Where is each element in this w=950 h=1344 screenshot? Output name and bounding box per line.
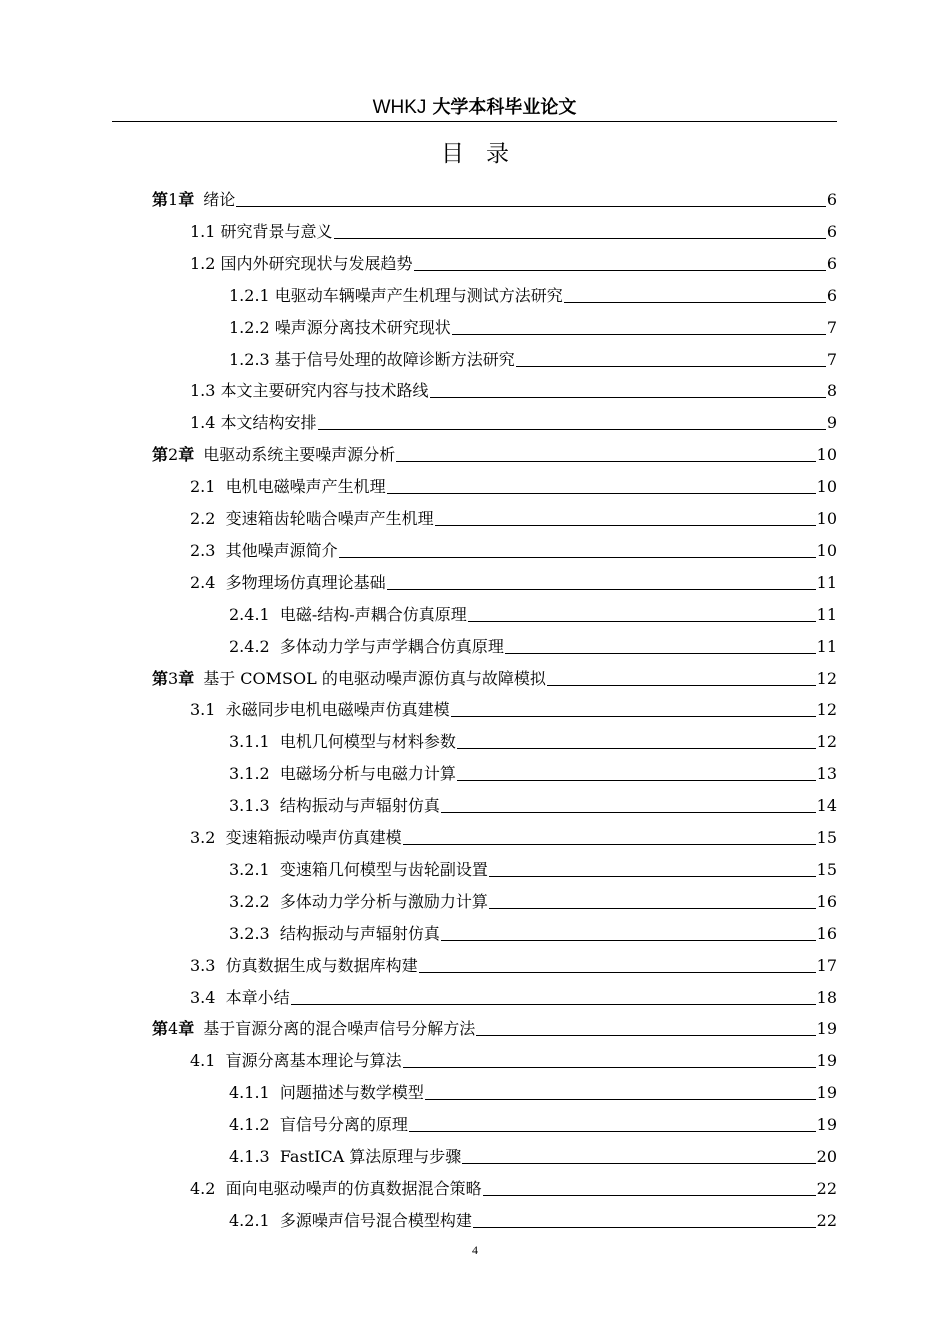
- toc-leader-line: [291, 1003, 816, 1005]
- toc-page-number: 19: [816, 1083, 837, 1103]
- toc-section-entry[interactable]: [190, 242, 837, 274]
- chapter-title: 基于盲源分离的混合噪声信号分解方法: [203, 1019, 476, 1039]
- toc-leader-line: [452, 333, 826, 335]
- header-latin: WHKJ: [372, 97, 427, 118]
- toc-entry-label: 4.1.2 盲信号分离的原理: [229, 1115, 408, 1135]
- chapter-suffix: 章: [178, 445, 195, 465]
- toc-section-entry[interactable]: [190, 1039, 837, 1071]
- toc-leader-line: [334, 237, 826, 239]
- toc-subsection-entry[interactable]: [229, 306, 837, 338]
- toc-subsection-entry[interactable]: [229, 338, 837, 370]
- toc-subsection-entry[interactable]: [229, 274, 837, 306]
- toc-chapter-entry[interactable]: [152, 1007, 837, 1039]
- toc-page-number: 11: [816, 636, 837, 656]
- chapter-prefix: 第: [152, 190, 169, 209]
- toc-section-entry[interactable]: [190, 529, 837, 561]
- toc-section-entry[interactable]: [190, 497, 837, 529]
- toc-leader-line: [457, 779, 816, 781]
- toc-section-entry[interactable]: [190, 465, 837, 497]
- toc-entry-label: 2.1 电机电磁噪声产生机理: [190, 477, 386, 497]
- chapter-suffix: 章: [178, 190, 195, 209]
- chapter-suffix: 章: [178, 668, 195, 688]
- toc-page-number: 12: [816, 700, 837, 720]
- toc-entry-label: 3.1.2 电磁场分析与电磁力计算: [229, 764, 456, 784]
- toc-leader-line: [476, 1034, 815, 1036]
- toc-leader-line: [516, 365, 826, 367]
- toc-page-number: 17: [816, 955, 837, 975]
- toc-page-number: 11: [816, 572, 837, 592]
- toc-subsection-entry[interactable]: [229, 880, 837, 912]
- toc-entry-label: 4.1.1 问题描述与数学模型: [229, 1083, 424, 1103]
- toc-page-number: 22: [816, 1210, 837, 1230]
- toc-leader-line: [489, 907, 816, 909]
- toc-leader-line: [339, 556, 816, 558]
- toc-page-number: 20: [816, 1147, 837, 1166]
- page-number: 4: [472, 1243, 478, 1257]
- toc-chapter-entry[interactable]: [152, 657, 837, 689]
- toc-page-number: 16: [816, 923, 837, 943]
- chapter-number: 4: [168, 1019, 179, 1039]
- toc-leader-line: [387, 588, 816, 590]
- toc-entry-label: 1.2.1 电驱动车辆噪声产生机理与测试方法研究: [229, 285, 563, 305]
- toc-subsection-entry[interactable]: [229, 784, 837, 816]
- toc-page-number: 6: [826, 285, 837, 305]
- toc-leader-line: [318, 428, 826, 430]
- toc-page-number: 13: [816, 764, 837, 784]
- toc-entry-label: 4.1.3 FastICA 算法原理与步骤: [229, 1147, 462, 1166]
- toc-entry-label: [152, 1019, 475, 1039]
- header-rule: [112, 121, 837, 122]
- toc-entry-label: 3.1 永磁同步电机电磁噪声仿真建模: [190, 700, 450, 720]
- toc-subsection-entry[interactable]: [229, 625, 837, 657]
- toc-entry-label: 3.4 本章小结: [190, 987, 290, 1007]
- toc-entry-label: 3.2.3 结构振动与声辐射仿真: [229, 923, 440, 943]
- toc-entry-label: 2.3 其他噪声源简介: [190, 540, 338, 560]
- toc-leader-line: [489, 875, 816, 877]
- toc-entry-label: [152, 445, 395, 465]
- toc-entry-label: 4.2.1 多源噪声信号混合模型构建: [229, 1210, 472, 1230]
- toc-chapter-entry[interactable]: [152, 433, 837, 465]
- toc-entry-label: 1.1 研究背景与意义: [190, 221, 333, 241]
- toc-page-number: 10: [816, 445, 837, 465]
- toc-entry-label: 3.1.1 电机几何模型与材料参数: [229, 732, 456, 752]
- toc-page-number: 16: [816, 891, 837, 911]
- toc-entry-label: [152, 190, 235, 210]
- toc-leader-line: [403, 1066, 816, 1068]
- toc-page-number: 6: [826, 221, 837, 241]
- toc-entry-label: 1.3 本文主要研究内容与技术路线: [190, 381, 429, 401]
- toc-page-number: 22: [816, 1178, 837, 1198]
- toc-entry-label: [152, 669, 546, 689]
- toc-subsection-entry[interactable]: [229, 752, 837, 784]
- toc-entry-label: 3.2 变速箱振动噪声仿真建模: [190, 828, 402, 847]
- toc-leader-line: [435, 524, 816, 526]
- toc-page-number: 7: [826, 317, 837, 337]
- toc-entry-label: 1.2.3 基于信号处理的故障诊断方法研究: [229, 349, 515, 369]
- toc-section-entry[interactable]: [190, 816, 837, 848]
- toc-subsection-entry[interactable]: [229, 912, 837, 944]
- toc-page-number: 19: [816, 1019, 837, 1039]
- toc-subsection-entry[interactable]: [229, 1071, 837, 1103]
- chapter-prefix: 第: [152, 668, 169, 688]
- toc-page-number: 11: [816, 604, 837, 624]
- chapter-title: 电驱动系统主要噪声源分析: [203, 445, 396, 465]
- toc-leader-line: [396, 460, 815, 462]
- chapter-prefix: 第: [152, 1019, 169, 1039]
- toc-subsection-entry[interactable]: [229, 1199, 837, 1231]
- toc-section-entry[interactable]: [190, 561, 837, 593]
- toc-page-number: 9: [826, 413, 837, 433]
- toc-leader-line: [430, 396, 826, 398]
- header-title: 大学本科毕业论文: [432, 97, 577, 118]
- toc-page-number: 10: [816, 540, 837, 560]
- toc-leader-line: [236, 205, 826, 207]
- toc-entry-label: 2.4.2 多体动力学与声学耦合仿真原理: [229, 636, 504, 656]
- toc-leader-line: [457, 747, 816, 749]
- toc-entry-label: 1.2 国内外研究现状与发展趋势: [190, 253, 413, 273]
- toc-entry-label: 1.4 本文结构安排: [190, 413, 317, 433]
- toc-entry-label: 3.2.2 多体动力学分析与激励力计算: [229, 891, 488, 911]
- toc-leader-line: [414, 269, 826, 271]
- toc-page-number: 6: [826, 190, 837, 209]
- chapter-number: 1: [168, 190, 179, 209]
- toc-section-entry[interactable]: [190, 210, 837, 242]
- toc-leader-line: [564, 301, 826, 303]
- toc-leader-line: [425, 1098, 816, 1100]
- toc-subsection-entry[interactable]: [229, 720, 837, 752]
- toc-page-number: 15: [816, 859, 837, 879]
- toc-leader-line: [468, 620, 816, 622]
- toc-page-number: 15: [816, 828, 837, 847]
- toc-section-entry[interactable]: [190, 976, 837, 1008]
- toc-title: 目录: [441, 141, 531, 167]
- toc-page-number: 12: [816, 732, 837, 752]
- toc-entry-label: 2.2 变速箱齿轮啮合噪声产生机理: [190, 509, 434, 528]
- toc-leader-line: [419, 971, 816, 973]
- toc-page-number: 18: [816, 987, 837, 1007]
- toc-leader-line: [403, 843, 816, 845]
- toc-leader-line: [387, 492, 816, 494]
- toc-leader-line: [505, 652, 816, 654]
- toc-subsection-entry[interactable]: [229, 1135, 837, 1167]
- running-header: [112, 92, 837, 122]
- toc-page-number: 7: [826, 349, 837, 369]
- toc-entry-label: 4.2 面向电驱动噪声的仿真数据混合策略: [190, 1178, 482, 1198]
- toc-entry-label: 1.2.2 噪声源分离技术研究现状: [229, 317, 451, 337]
- toc-page-number: 19: [816, 1051, 837, 1071]
- toc-page-number: 8: [826, 381, 837, 401]
- toc-section-entry[interactable]: [190, 401, 837, 433]
- chapter-number: 3: [168, 668, 179, 688]
- toc-page-number: 10: [816, 509, 837, 528]
- chapter-title: 基于 COMSOL 的电驱动噪声源仿真与故障模拟: [203, 668, 546, 688]
- chapter-title: 绪论: [203, 190, 236, 209]
- chapter-number: 2: [168, 445, 179, 465]
- chapter-prefix: 第: [152, 445, 169, 465]
- toc-chapter-entry[interactable]: [152, 178, 837, 210]
- toc-subsection-entry[interactable]: [229, 593, 837, 625]
- toc-section-entry[interactable]: [190, 369, 837, 401]
- toc-entry-label: 4.1 盲源分离基本理论与算法: [190, 1051, 402, 1071]
- toc-entry-label: 2.4.1 电磁-结构-声耦合仿真原理: [229, 604, 467, 624]
- toc-page-number: 12: [816, 668, 837, 688]
- toc-subsection-entry[interactable]: [229, 1103, 837, 1135]
- toc-page-number: 10: [816, 477, 837, 497]
- toc-subsection-entry[interactable]: [229, 848, 837, 880]
- toc-page-number: 6: [826, 253, 837, 273]
- toc-entry-label: 3.3 仿真数据生成与数据库构建: [190, 955, 418, 975]
- toc-leader-line: [483, 1194, 816, 1196]
- toc-entry-label: 2.4 多物理场仿真理论基础: [190, 572, 386, 592]
- toc-leader-line: [547, 684, 816, 686]
- toc-page-number: 14: [816, 796, 837, 816]
- chapter-suffix: 章: [178, 1019, 195, 1039]
- toc-section-entry[interactable]: [190, 688, 837, 720]
- toc-section-entry[interactable]: [190, 944, 837, 976]
- toc-leader-line: [441, 939, 816, 941]
- toc-entry-label: 3.2.1 变速箱几何模型与齿轮副设置: [229, 859, 488, 879]
- toc-leader-line: [473, 1226, 816, 1228]
- toc-page-number: 19: [816, 1115, 837, 1135]
- toc-leader-line: [409, 1130, 816, 1132]
- toc-leader-line: [451, 715, 816, 717]
- toc-leader-line: [441, 811, 816, 813]
- toc-entry-label: 3.1.3 结构振动与声辐射仿真: [229, 796, 440, 816]
- toc-section-entry[interactable]: [190, 1167, 837, 1199]
- toc-leader-line: [462, 1162, 815, 1164]
